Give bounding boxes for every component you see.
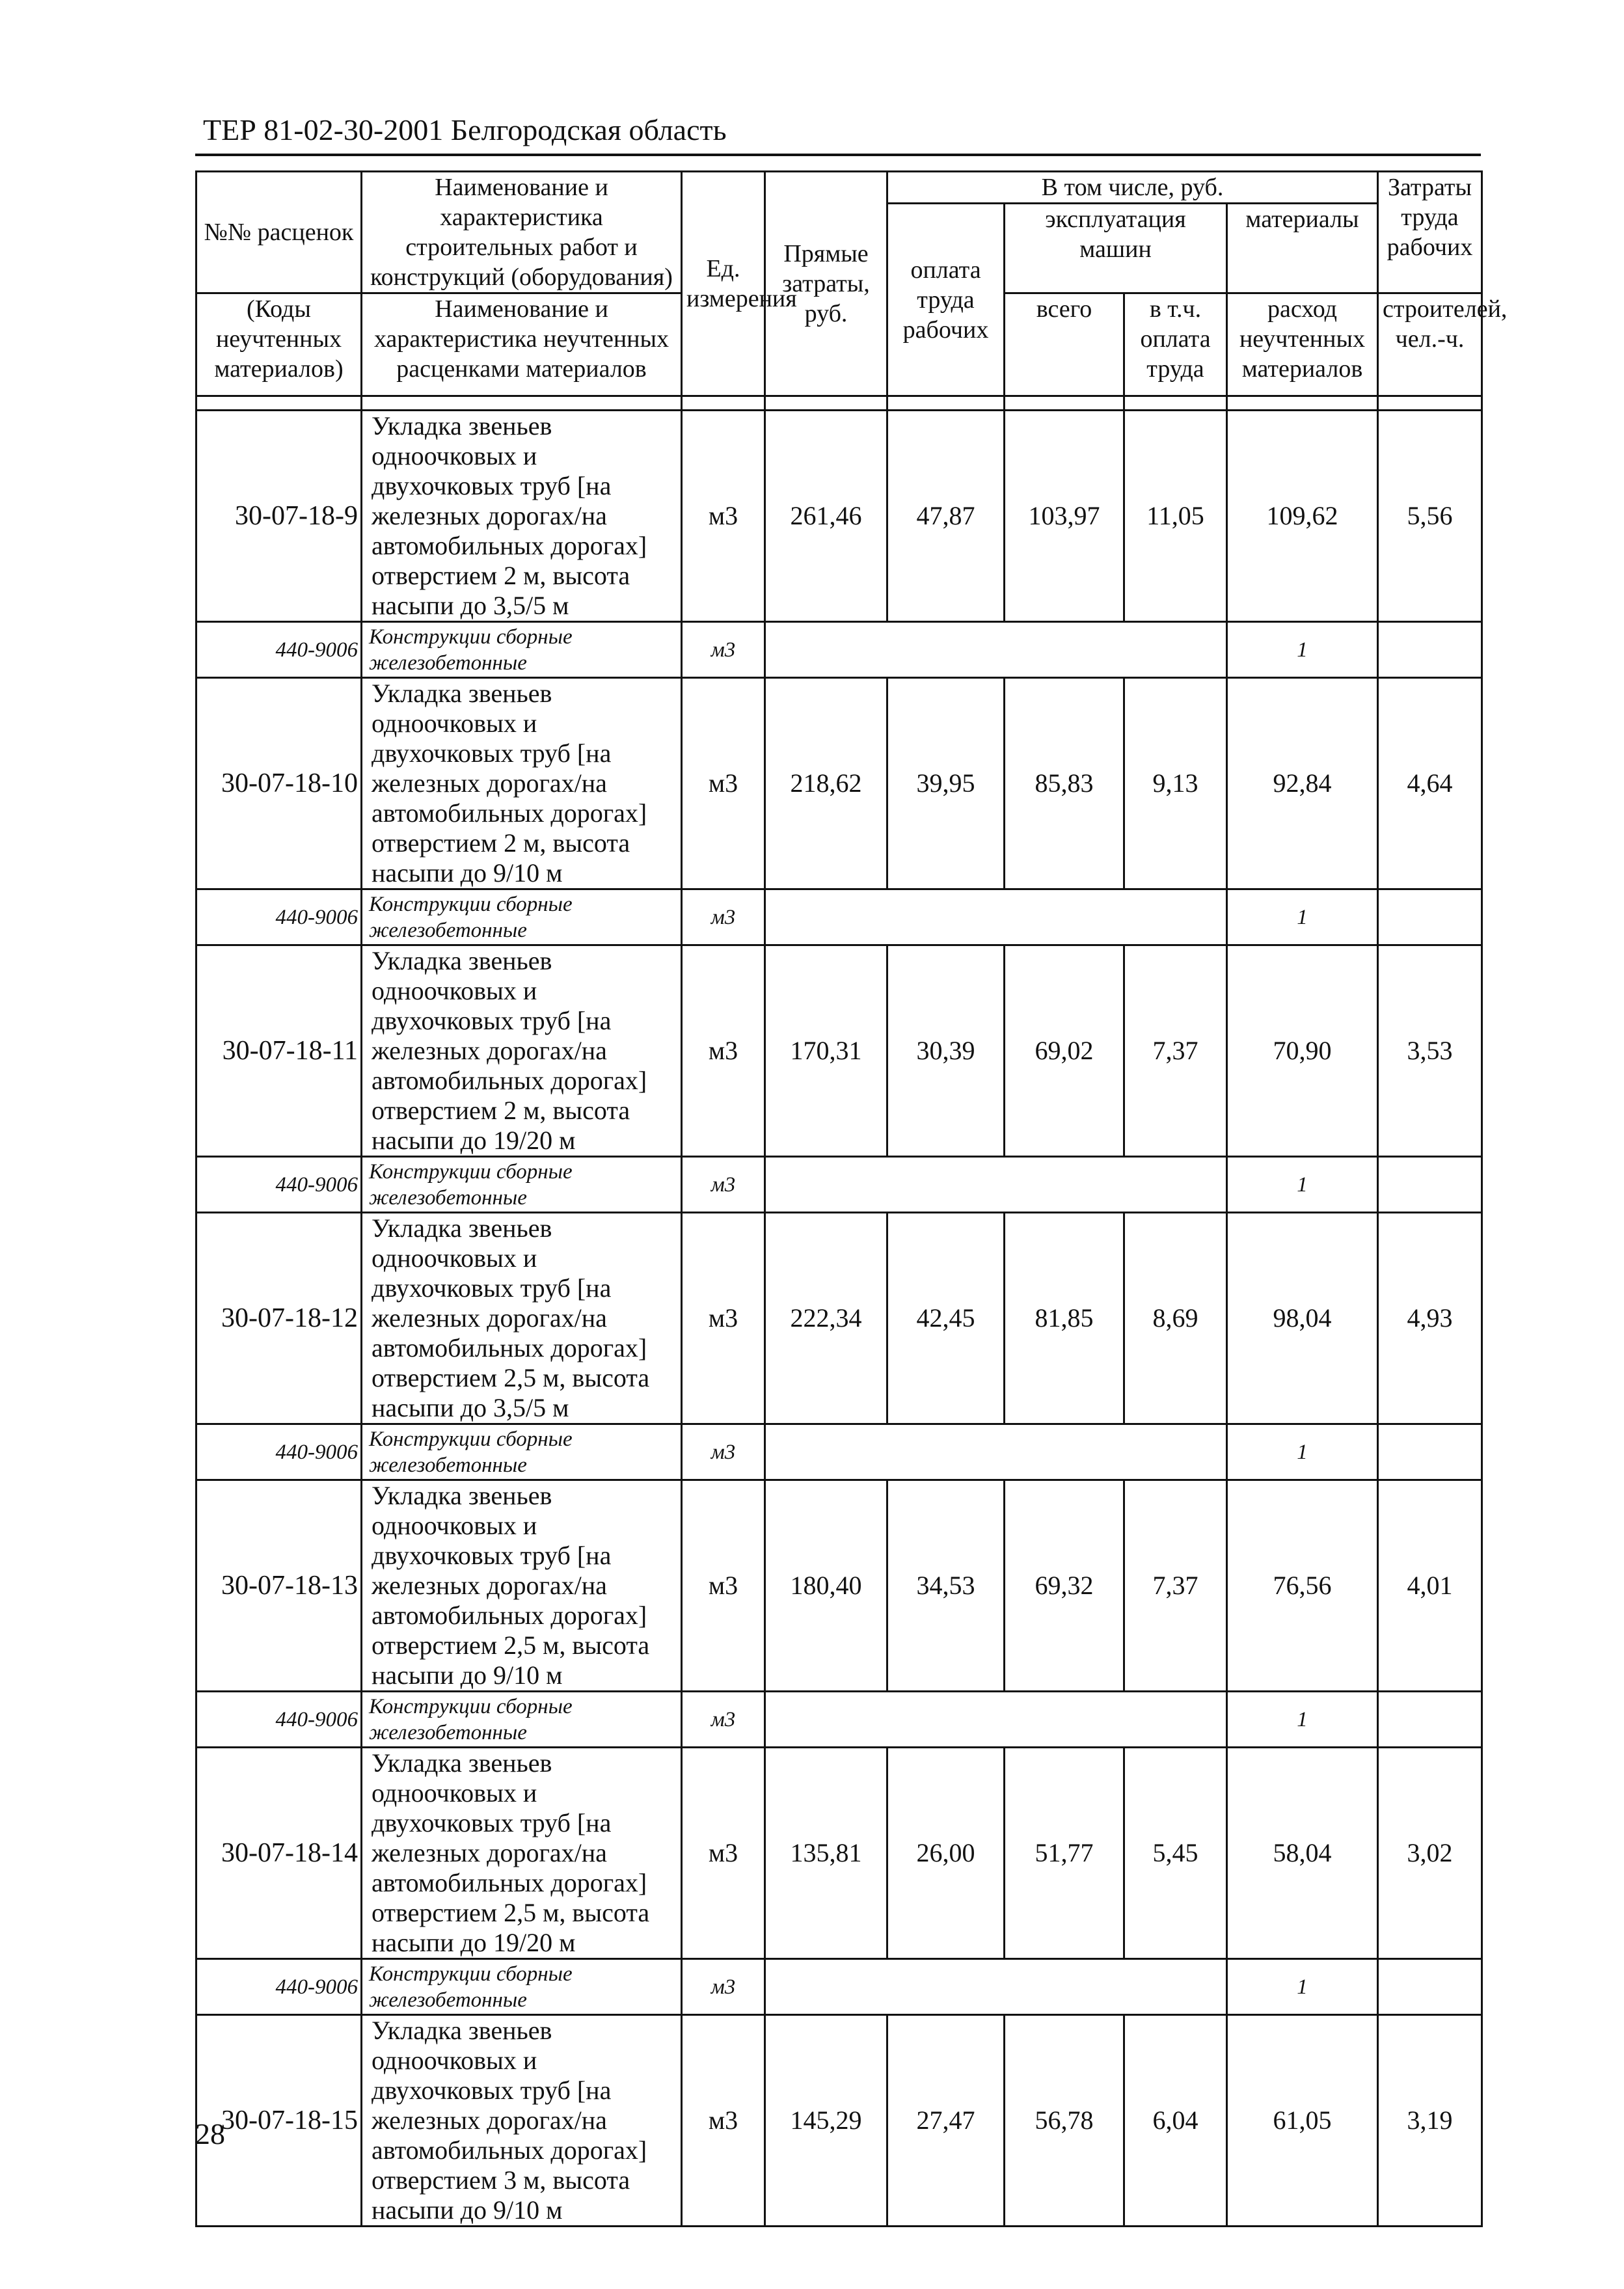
machines-total-value: 103,97 <box>1005 411 1124 622</box>
unit-of-measure: м3 <box>682 678 765 889</box>
machines-total-value: 69,02 <box>1005 945 1124 1157</box>
machines-labor-value: 6,04 <box>1124 2015 1227 2227</box>
direct-costs-value: 145,29 <box>765 2015 887 2227</box>
header-direct-costs: Прямые затраты, руб. <box>765 172 887 396</box>
material-quantity: 1 <box>1227 1157 1378 1213</box>
header-rule <box>195 154 1481 156</box>
header-code-top: №№ расценок <box>196 172 362 293</box>
material-unit: м3 <box>682 1692 765 1748</box>
unit-of-measure: м3 <box>682 1748 765 1959</box>
machines-labor-value: 9,13 <box>1124 678 1227 889</box>
material-unit: м3 <box>682 622 765 678</box>
labor-hours-value: 4,64 <box>1378 678 1482 889</box>
machines-labor-value: 11,05 <box>1124 411 1227 622</box>
material-code: 440-9006 <box>196 622 362 678</box>
material-row <box>196 1424 1482 1480</box>
material-name: Конструкции сборные железобетонные <box>362 1959 682 2015</box>
material-empty-cell <box>1378 1424 1482 1480</box>
material-row <box>196 1692 1482 1748</box>
machines-total-value: 81,85 <box>1005 1213 1124 1424</box>
rate-code: 30-07-18-14 <box>196 1748 362 1959</box>
direct-costs-value: 218,62 <box>765 678 887 889</box>
material-empty-cell <box>1378 622 1482 678</box>
rate-code: 30-07-18-15 <box>196 2015 362 2227</box>
material-code: 440-9006 <box>196 1157 362 1213</box>
labor-hours-value: 3,53 <box>1378 945 1482 1157</box>
machines-labor-value: 7,37 <box>1124 945 1227 1157</box>
header-spacer <box>1378 396 1482 411</box>
rate-code: 30-07-18-10 <box>196 678 362 889</box>
header-machines: эксплуатация машин <box>1005 204 1227 293</box>
rate-code: 30-07-18-11 <box>196 945 362 1157</box>
work-description: Укладка звеньев одноочковых и двухочковых труб [на железных дорогах/на автомобильных дорогах] отверстием 2,5 м, высота насыпи до 3,5/5 м <box>362 1213 682 1424</box>
materials-value: 58,04 <box>1227 1748 1378 1959</box>
machines-labor-value: 7,37 <box>1124 1480 1227 1692</box>
machines-labor-value: 5,45 <box>1124 1748 1227 1959</box>
header-unit: Ед. измерения <box>682 172 765 396</box>
material-quantity: 1 <box>1227 889 1378 945</box>
rate-code: 30-07-18-12 <box>196 1213 362 1424</box>
labor-pay-value: 34,53 <box>887 1480 1005 1692</box>
labor-pay-value: 27,47 <box>887 2015 1005 2227</box>
direct-costs-value: 261,46 <box>765 411 887 622</box>
material-code: 440-9006 <box>196 1424 362 1480</box>
header-materials-unaccounted: расход неучтенных материалов <box>1227 293 1378 396</box>
material-name: Конструкции сборные железобетонные <box>362 1157 682 1213</box>
rate-code: 30-07-18-13 <box>196 1480 362 1692</box>
material-unit: м3 <box>682 1959 765 2015</box>
work-description: Укладка звеньев одноочковых и двухочковых труб [на железных дорогах/на автомобильных дорогах] отверстием 2,5 м, высота насыпи до 9/10 м <box>362 1480 682 1692</box>
unit-of-measure: м3 <box>682 411 765 622</box>
rates-table <box>195 170 1508 2227</box>
material-code: 440-9006 <box>196 889 362 945</box>
material-quantity: 1 <box>1227 1692 1378 1748</box>
materials-value: 76,56 <box>1227 1480 1378 1692</box>
material-name: Конструкции сборные железобетонные <box>362 1424 682 1480</box>
labor-pay-value: 30,39 <box>887 945 1005 1157</box>
material-quantity: 1 <box>1227 622 1378 678</box>
header-including: В том числе, руб. <box>887 172 1378 204</box>
machines-total-value: 85,83 <box>1005 678 1124 889</box>
header-name-top: Наименование и характеристика строительных работ и конструкций (оборудования) <box>362 172 682 293</box>
labor-pay-value: 39,95 <box>887 678 1005 889</box>
table-row <box>196 1748 1482 1959</box>
material-empty-cell <box>765 622 1227 678</box>
material-empty-cell <box>1378 1692 1482 1748</box>
table-row <box>196 678 1482 889</box>
labor-pay-value: 47,87 <box>887 411 1005 622</box>
material-empty-cell <box>765 1692 1227 1748</box>
material-row <box>196 889 1482 945</box>
header-machines-labor: в т.ч. оплата труда <box>1124 293 1227 396</box>
material-unit: м3 <box>682 1157 765 1213</box>
material-name: Конструкции сборные железобетонные <box>362 889 682 945</box>
material-row <box>196 1157 1482 1213</box>
header-spacer <box>1227 396 1378 411</box>
header-machines-total: всего <box>1005 293 1124 396</box>
unit-of-measure: м3 <box>682 1213 765 1424</box>
header-labor-cost-bottom: строителей, чел.-ч. <box>1378 293 1482 396</box>
material-row <box>196 1959 1482 2015</box>
labor-pay-value: 26,00 <box>887 1748 1005 1959</box>
header-labor-cost-top: Затраты труда рабочих <box>1378 172 1482 293</box>
material-name: Конструкции сборные железобетонные <box>362 622 682 678</box>
header-spacer <box>1005 396 1124 411</box>
material-empty-cell <box>765 889 1227 945</box>
work-description: Укладка звеньев одноочковых и двухочковых труб [на железных дорогах/на автомобильных дорогах] отверстием 2,5 м, высота насыпи до 19/20 м <box>362 1748 682 1959</box>
direct-costs-value: 135,81 <box>765 1748 887 1959</box>
header-spacer <box>362 396 682 411</box>
work-description: Укладка звеньев одноочковых и двухочковых труб [на железных дорогах/на автомобильных дорогах] отверстием 2 м, высота насыпи до 3,5/5 м <box>362 411 682 622</box>
material-empty-cell <box>1378 1157 1482 1213</box>
material-empty-cell <box>765 1157 1227 1213</box>
header-spacer <box>765 396 887 411</box>
machines-total-value: 56,78 <box>1005 2015 1124 2227</box>
unit-of-measure: м3 <box>682 2015 765 2227</box>
table-row <box>196 1213 1482 1424</box>
material-empty-cell <box>1378 889 1482 945</box>
labor-hours-value: 4,93 <box>1378 1213 1482 1424</box>
labor-pay-value: 42,45 <box>887 1213 1005 1424</box>
labor-hours-value: 5,56 <box>1378 411 1482 622</box>
direct-costs-value: 180,40 <box>765 1480 887 1692</box>
machines-labor-value: 8,69 <box>1124 1213 1227 1424</box>
work-description: Укладка звеньев одноочковых и двухочковых труб [на железных дорогах/на автомобильных дорогах] отверстием 2 м, высота насыпи до 9/10 м <box>362 678 682 889</box>
material-quantity: 1 <box>1227 1959 1378 2015</box>
table-row <box>196 1480 1482 1692</box>
material-row <box>196 622 1482 678</box>
header-name-bottom: Наименование и характеристика неучтенных расценками материалов <box>362 293 682 396</box>
materials-value: 70,90 <box>1227 945 1378 1157</box>
header-spacer <box>682 396 765 411</box>
material-quantity: 1 <box>1227 1424 1378 1480</box>
material-empty-cell <box>765 1424 1227 1480</box>
header-spacer <box>887 396 1005 411</box>
page-number: 28 <box>195 2117 225 2150</box>
materials-value: 92,84 <box>1227 678 1378 889</box>
page-header: ТЕР 81-02-30-2001 Белгородская область <box>203 113 727 146</box>
direct-costs-value: 222,34 <box>765 1213 887 1424</box>
machines-total-value: 51,77 <box>1005 1748 1124 1959</box>
header-materials: материалы <box>1227 204 1378 293</box>
rate-code: 30-07-18-9 <box>196 411 362 622</box>
work-description: Укладка звеньев одноочковых и двухочковых труб [на железных дорогах/на автомобильных дорогах] отверстием 2 м, высота насыпи до 19/20 м <box>362 945 682 1157</box>
direct-costs-value: 170,31 <box>765 945 887 1157</box>
material-empty-cell <box>765 1959 1227 2015</box>
materials-value: 109,62 <box>1227 411 1378 622</box>
material-unit: м3 <box>682 889 765 945</box>
table-row <box>196 2015 1482 2227</box>
materials-value: 61,05 <box>1227 2015 1378 2227</box>
unit-of-measure: м3 <box>682 945 765 1157</box>
material-empty-cell <box>1378 1959 1482 2015</box>
table-row <box>196 411 1482 622</box>
unit-of-measure: м3 <box>682 1480 765 1692</box>
labor-hours-value: 3,02 <box>1378 1748 1482 1959</box>
material-name: Конструкции сборные железобетонные <box>362 1692 682 1748</box>
material-code: 440-9006 <box>196 1692 362 1748</box>
header-labor-pay: оплата труда рабочих <box>887 204 1005 396</box>
labor-hours-value: 3,19 <box>1378 2015 1482 2227</box>
material-code: 440-9006 <box>196 1959 362 2015</box>
labor-hours-value: 4,01 <box>1378 1480 1482 1692</box>
header-spacer <box>196 396 362 411</box>
machines-total-value: 69,32 <box>1005 1480 1124 1692</box>
header-spacer <box>1124 396 1227 411</box>
header-code-bottom: (Коды неучтенных материалов) <box>196 293 362 396</box>
materials-value: 98,04 <box>1227 1213 1378 1424</box>
table-row <box>196 945 1482 1157</box>
work-description: Укладка звеньев одноочковых и двухочковых труб [на железных дорогах/на автомобильных дорогах] отверстием 3 м, высота насыпи до 9/10 м <box>362 2015 682 2227</box>
material-unit: м3 <box>682 1424 765 1480</box>
